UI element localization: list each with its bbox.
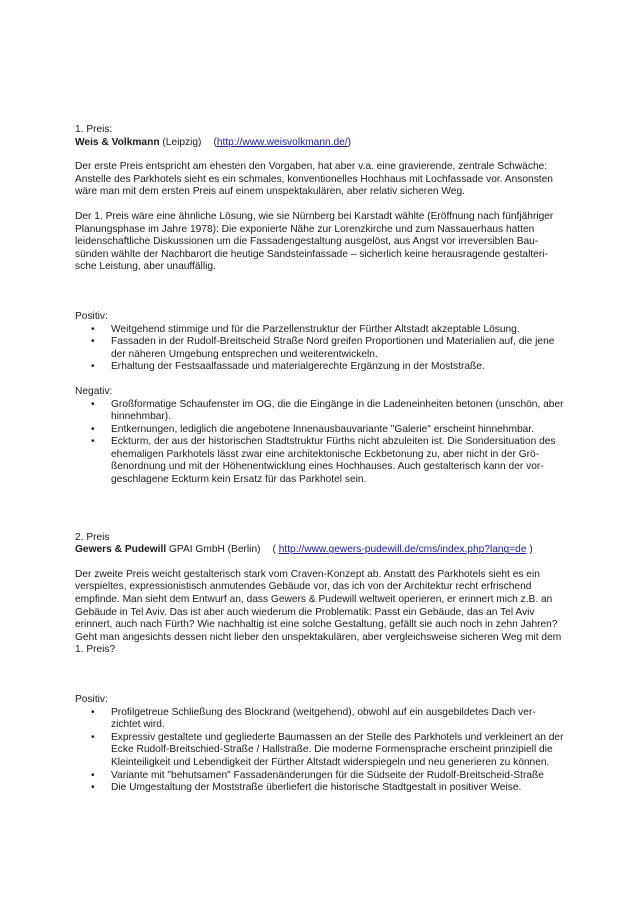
bullet-icon: •	[91, 398, 95, 410]
bullet-icon: •	[91, 336, 95, 348]
link-close-paren: )	[347, 136, 352, 148]
bullet-icon: •	[91, 361, 95, 373]
list-item: • Die Umgestaltung der Moststraße überliefert die historische Stadtgestalt in positiver Weise.	[91, 782, 522, 794]
prize-2-firm-rest: GPAI GmbH (Berlin)	[166, 544, 261, 556]
link-close-paren: )	[526, 544, 533, 556]
prize-1-paragraph: Der 1. Preis wäre eine ähnliche Lösung, wie sie Nürnberg bei Karstadt wählte (Eröffnung nach fünfjähriger Planungsphase im Jahre 1978): Die exponierte Nähe zur Lorenzkirche und zum Nassauerhaus hatten leidenschaftliche Diskussionen um die Fassadengestaltung ausgelöst, aus Angst vor irreversiblen Bau-sünden wählte der Nachbarort die heutige Sandsteinfassade – sicherlich keine herausragende gestalteri-sche Leistung, aber unauffällig.	[75, 210, 554, 273]
prize-1-website-link[interactable]: http://www.weisvolkmann.de/	[216, 136, 348, 148]
prize-2-positive-label: Positiv:	[75, 694, 108, 705]
prize-1-negative-list	[75, 399, 565, 487]
prize-1-firm-line	[75, 137, 565, 150]
bullet-icon: •	[91, 706, 95, 718]
prize-2-firm-name: Gewers & Pudewill	[75, 544, 167, 556]
list-item: • Erhaltung der Festsaalfassade und materialgerechte Ergänzung in der Moststraße.	[91, 361, 485, 373]
list-item: • Expressiv gestaltete und gegliederte Baumassen an der Stelle des Parkhotels und verkleinert an der Ecke Rudolf-Breitschied-Straße / Hallstraße. Die moderne Formensprache erscheint prinzipiell die Kleinteiligkeit und Lebendigkeit der Fürther Altstadt widerspiegeln und neu generieren zu können.	[91, 731, 564, 768]
list-item: • Entkernungen, lediglich die angebotene Innenausbauvariante "Galerie" erscheint hinnehmbar.	[91, 423, 534, 435]
prize-2-paragraph: Der zweite Preis weicht gestalterisch stark vom Craven-Konzept ab. Anstatt des Parkhotels sieht es ein verspieltes, expressionistisch anmutendes Gebäude vor, das ich von der Architektur recht erfrischend empfinde. Man sieht dem Entwurf an, dass Gewers & Pudewill weltweit operieren, er erinnert mich z.B. an Gebäude in Tel Aviv. Das ist aber auch wiederum die Problematik: Passt ein Gebäude, das an Tel Aviv erinnert, auch nach Fürth? Wie nachhaltig ist eine solche Gestaltung, gefällt sie auch noch in zehn Jahren? Geht man angesichts dessen nicht lieber den unspektakulären, aber vergleichsweise sicheren Weg mit dem 1. Preis?	[75, 568, 562, 656]
prize-1-positive-list	[75, 324, 565, 374]
list-item: • Variante mit "behutsamen" Fassadenänderungen für die Südseite der Rudolf-Breitscheid-Straße	[91, 769, 544, 781]
prize-1-paragraph: Der erste Preis entspricht am ehesten den Vorgaben, hat aber v.a. eine gravierende, zentrale Schwäche: Anstelle des Parkhotels sieht es ein schmales, konventionelles Hochhaus mit Lochfassade vor. Ansonsten wäre man mit dem ersten Preis auf einem unspektakulären, aber relativ sicheren Weg.	[75, 161, 553, 198]
bullet-icon: •	[91, 782, 95, 794]
prize-2-positive-list	[75, 707, 565, 795]
bullet-icon: •	[91, 769, 95, 781]
list-item: • Eckturm, der aus der historischen Stadtstruktur Fürths nicht abzuleiten ist. Die Sondersituation des ehemaligen Parkhotels lässt zwar eine architektonische Eckbetonung zu, aber nicht in der Grö-ßenordnung und mit der Höhenentwicklung eines Hochhauses. Auch gestalterisch kann der vor-geschlagene Eckturm kein Ersatz für das Parkhotel sein.	[91, 436, 556, 486]
bullet-icon: •	[91, 423, 95, 435]
bullet-icon: •	[91, 436, 95, 448]
prize-2-section	[75, 532, 565, 795]
prize-1-section	[75, 124, 565, 487]
prize-1-firm-name: Weis & Volkmann	[75, 136, 160, 148]
prize-1-firm-city: (Leipzig)	[159, 136, 202, 148]
bullet-icon: •	[91, 731, 95, 743]
list-item: • Profilgetreue Schließung des Blockrand (weitgehend), obwohl auf ein ausgebildetes Dach ver-zichtet wird.	[91, 706, 536, 731]
list-item: • Großformatige Schaufenster im OG, die die Eingänge in die Ladeneinheiten betonen (unschön, aber hinnehmbar).	[91, 398, 564, 423]
prize-1-positive-label: Positiv:	[75, 310, 108, 322]
prize-2-heading: 2. Preis	[75, 531, 110, 543]
prize-1-negative-label: Negativ:	[75, 385, 113, 397]
link-open-paren: (	[213, 136, 217, 148]
prize-1-heading: 1. Preis:	[75, 124, 113, 135]
bullet-icon: •	[91, 323, 95, 335]
list-item: • Weitgehend stimmige und für die Parzellenstruktur der Fürther Altstadt akzeptable Lösung.	[91, 323, 520, 335]
link-open-paren: (	[272, 544, 279, 556]
prize-2-firm-line	[75, 544, 565, 557]
document-page	[75, 124, 565, 795]
list-item: • Fassaden in der Rudolf-Breitscheid Straße Nord greifen Proportionen und Materialien auf, die jene der näheren Umgebung entsprechen und weiterentwickeln.	[91, 336, 555, 360]
prize-2-website-link[interactable]: http://www.gewers-pudewill.de/cms/index.php?lang=de	[278, 544, 527, 556]
